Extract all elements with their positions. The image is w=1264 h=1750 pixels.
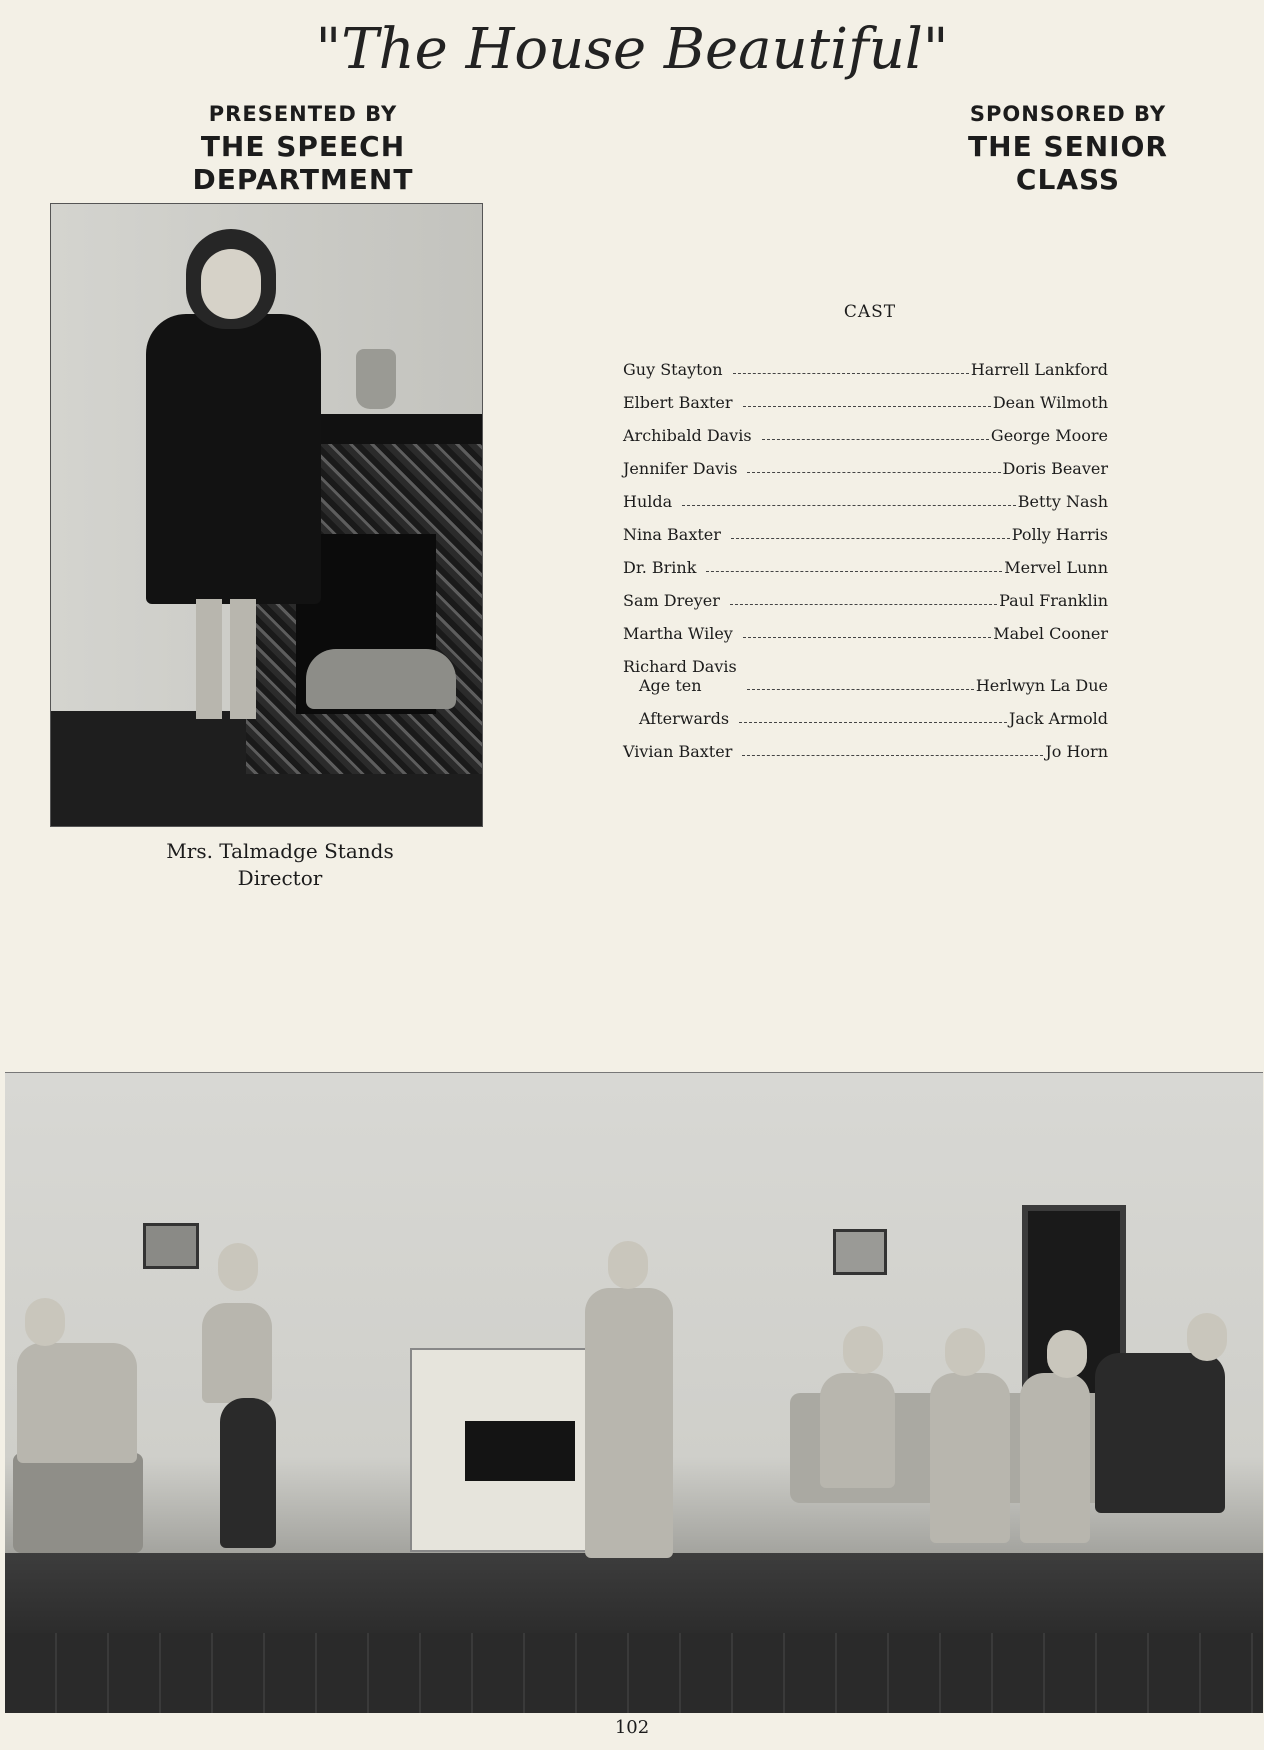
cast-role: Jennifer Davis bbox=[623, 459, 738, 478]
cast-actor: Herlwyn La Due bbox=[975, 676, 1108, 695]
flower-vase bbox=[356, 349, 396, 409]
cast-heading: CAST bbox=[843, 302, 897, 322]
cast-row bbox=[623, 511, 1108, 544]
actor-figure bbox=[202, 1303, 272, 1403]
cast-row bbox=[623, 577, 1108, 610]
leader-dots bbox=[733, 373, 969, 374]
actor-figure bbox=[1095, 1353, 1225, 1513]
cast-actor: Jo Horn bbox=[1045, 742, 1108, 761]
actor-figure bbox=[1020, 1373, 1090, 1543]
presented-by-value: THE SPEECH DEPARTMENT bbox=[192, 130, 414, 196]
director-photo bbox=[50, 203, 483, 827]
cast-row bbox=[623, 478, 1108, 511]
director-role: Director bbox=[237, 866, 323, 890]
sponsored-by-value: THE SENIOR CLASS bbox=[968, 130, 1168, 196]
actor-head bbox=[945, 1328, 985, 1376]
leader-dots bbox=[747, 689, 974, 690]
cast-row bbox=[623, 610, 1108, 643]
cast-role-block bbox=[623, 657, 737, 695]
cast-role: Elbert Baxter bbox=[623, 393, 733, 412]
cast-role: Guy Stayton bbox=[623, 360, 723, 379]
cast-row bbox=[623, 379, 1108, 412]
wall-picture bbox=[833, 1229, 887, 1275]
cast-role: Hulda bbox=[623, 492, 673, 511]
leader-dots bbox=[743, 637, 991, 638]
actor-head bbox=[25, 1298, 65, 1346]
page-title: "The House Beautiful" bbox=[315, 17, 949, 82]
leader-dots bbox=[762, 439, 989, 440]
cast-row-richard bbox=[623, 643, 1108, 695]
cast-role: Martha Wiley bbox=[623, 624, 733, 643]
cast-role: Vivian Baxter bbox=[623, 742, 733, 761]
actor-figure bbox=[820, 1373, 895, 1488]
cast-actor: Dean Wilmoth bbox=[992, 393, 1108, 412]
cast-role: Nina Baxter bbox=[623, 525, 721, 544]
cast-role: Dr. Brink bbox=[623, 558, 697, 577]
cast-list bbox=[623, 346, 1108, 761]
cast-row bbox=[623, 445, 1108, 478]
cast-role: Archibald Davis bbox=[623, 426, 752, 445]
cast-actor: Mervel Lunn bbox=[1004, 558, 1108, 577]
sponsored-by-label: SPONSORED BY bbox=[969, 102, 1167, 126]
cast-actor: Jack Armold bbox=[1008, 709, 1108, 728]
cast-role: Afterwards bbox=[639, 709, 730, 728]
presented-by-label: PRESENTED BY bbox=[208, 102, 398, 126]
director-legs bbox=[196, 599, 256, 719]
sponsored-by-block bbox=[918, 102, 1218, 196]
actor-figure bbox=[930, 1373, 1010, 1543]
actor-head bbox=[843, 1326, 883, 1374]
cast-sub-role: Age ten bbox=[639, 676, 702, 695]
actor-head bbox=[1047, 1330, 1087, 1378]
leader-dots bbox=[730, 604, 997, 605]
leader-dots bbox=[742, 755, 1043, 756]
cast-actor: Betty Nash bbox=[1017, 492, 1108, 511]
wall-picture bbox=[143, 1223, 199, 1269]
stage-apron bbox=[5, 1633, 1263, 1713]
stage-scene-photo bbox=[5, 1072, 1263, 1713]
actor-figure bbox=[17, 1343, 137, 1463]
actor-head bbox=[608, 1241, 648, 1289]
cast-row-vivian bbox=[623, 728, 1108, 761]
leader-dots bbox=[706, 571, 1002, 572]
director-caption bbox=[50, 838, 510, 892]
leader-dots bbox=[747, 472, 1000, 473]
wicker-chair bbox=[13, 1453, 143, 1553]
cast-row bbox=[623, 412, 1108, 445]
cast-actor: George Moore bbox=[990, 426, 1108, 445]
presented-by-block bbox=[108, 102, 498, 196]
cast-actor: Polly Harris bbox=[1011, 525, 1108, 544]
fireplace-logs bbox=[306, 649, 456, 709]
actor-figure bbox=[585, 1288, 673, 1558]
cast-row bbox=[623, 346, 1108, 379]
leader-dots bbox=[731, 538, 1010, 539]
page-number: 102 bbox=[614, 1717, 650, 1738]
cast-role: Richard Davis bbox=[623, 657, 737, 676]
cast-row-afterwards bbox=[623, 695, 1108, 728]
cast-role: Sam Dreyer bbox=[623, 591, 720, 610]
stage-fireplace-opening bbox=[465, 1421, 575, 1481]
actor-head bbox=[218, 1243, 258, 1291]
cast-actor: Harrell Lankford bbox=[970, 360, 1108, 379]
director-figure bbox=[146, 314, 321, 604]
cast-actor: Mabel Cooner bbox=[993, 624, 1108, 643]
cast-actor: Paul Franklin bbox=[999, 591, 1108, 610]
leader-dots bbox=[682, 505, 1016, 506]
cast-row bbox=[623, 544, 1108, 577]
actor-figure bbox=[220, 1398, 276, 1548]
leader-dots bbox=[739, 722, 1007, 723]
actor-head bbox=[1187, 1313, 1227, 1361]
leader-dots bbox=[743, 406, 991, 407]
cast-actor: Doris Beaver bbox=[1002, 459, 1108, 478]
director-name: Mrs. Talmadge Stands bbox=[166, 839, 394, 863]
director-face bbox=[201, 249, 261, 319]
